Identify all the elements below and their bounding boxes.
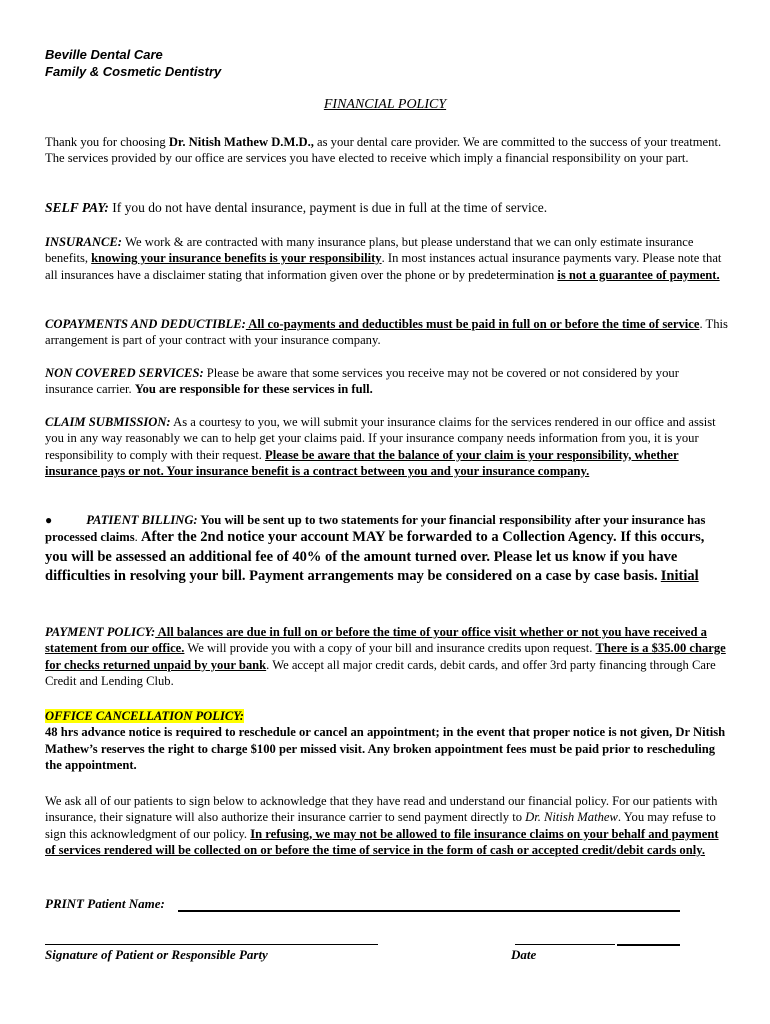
intro-text: Thank you for choosing xyxy=(45,135,169,149)
non-covered-text: Please be aware that some services you receive may not be covered or not considered by your insurance carrier. xyxy=(45,366,679,397)
payment-section xyxy=(45,624,730,689)
refusal-notice: In refusing, we may not be allowed to file insurance claims on your behalf and payment of services rendered will be collected on or before the time of service in the form of cash or accepted credit/debit cards only. xyxy=(45,826,719,857)
intro-text-cont: as your dental care provider. We are committed to the success of your treatment. The services provided by our office are services you have elected to receive which imply a financial responsibility on your part. xyxy=(45,135,722,166)
practice-tagline: Family & Cosmetic Dentistry xyxy=(45,64,222,79)
practice-name: Beville Dental Care xyxy=(45,47,163,62)
copayments-heading: COPAYMENTS AND DEDUCTIBLE: xyxy=(45,317,246,331)
billing-heading: PATIENT BILLING: xyxy=(86,513,198,527)
insurance-emphasis: knowing your insurance benefits is your responsibility xyxy=(91,251,382,266)
insurance-text-cont: . In most instances actual insurance payments vary. Please note that all insurances have a disclaimer stating that information given over the phone or by predetermination xyxy=(45,251,722,282)
bullet-icon: ● xyxy=(45,513,53,527)
claim-text: As a courtesy to you, we will submit your insurance claims for the services rendered in our office and assist you in any way reasonably we can to help get your claims paid. If your insurance company needs information from you, it is your responsibility to comply with their request. xyxy=(45,415,716,462)
doctor-name: Dr. Nitish Mathew D.M.D., xyxy=(168,135,314,149)
acknowledge-section xyxy=(45,793,730,858)
self-pay-heading: SELF PAY: xyxy=(45,200,109,215)
returned-check-fee: There is a $35.00 charge for checks returned unpaid by your bank xyxy=(45,641,726,672)
copayments-section xyxy=(45,316,730,349)
billing-collection-notice: After the 2nd notice your account MAY be forwarded to a Collection Agency. If this occurs, you will be assessed an additional fee of 40% of the amount turned over. Please let us know if you have difficulties in resolving your bill. Payment arrangements may be considered on a case by case basis. xyxy=(45,529,705,585)
signature-label: Signature of Patient or Responsible Party xyxy=(45,947,268,962)
cancellation-section xyxy=(45,708,730,773)
insurance-heading: INSURANCE: xyxy=(45,235,126,249)
billing-text: You will be sent up to two statements for your financial responsibility after your insurance has processed claims xyxy=(45,513,706,545)
document-title: FINANCIAL POLICY xyxy=(323,97,447,112)
insurance-guarantee-note: is not a guarantee of payment. xyxy=(557,267,720,282)
non-covered-emphasis: You are responsible for these services in full. xyxy=(134,382,373,397)
acknowledge-text-cont: . You may refuse to sign this acknowledgment of our policy. xyxy=(45,810,716,841)
date-label: Date xyxy=(511,947,537,962)
self-pay-section xyxy=(45,200,730,216)
payment-text: We will provide you with a copy of your bill and insurance credits upon request. xyxy=(184,641,596,656)
copayments-text: . This arrangement is part of your contract with your insurance company. xyxy=(45,317,728,348)
signature-field[interactable] xyxy=(45,944,378,945)
cancellation-heading: OFFICE CANCELLATION POLICY: xyxy=(45,709,244,723)
payment-emphasis: All balances are due in full on or before the time of your office visit whether or not you have received a statement from our office. xyxy=(45,625,707,656)
non-covered-section xyxy=(45,365,730,398)
insurance-section xyxy=(45,234,730,283)
payment-heading: PAYMENT POLICY: xyxy=(45,625,156,639)
billing-separator: . xyxy=(134,530,141,545)
acknowledge-text: We ask all of our patients to sign below to acknowledge that they have read and understand our financial policy. For our patients with insurance, their signature will also authorize their insurance carrier to send payment directly to xyxy=(45,794,718,825)
copayments-emphasis: All co-payments and deductibles must be paid in full on or before the time of service xyxy=(245,317,700,331)
cancellation-text: 48 hrs advance notice is required to reschedule or cancel an appointment; in the event that proper notice is not given, Dr Nitish Mathew’s reserves the right to charge $100 per missed visit. Any broken appointment fees must be paid prior to rescheduling the appointment. xyxy=(45,725,726,772)
billing-section xyxy=(45,512,730,603)
non-covered-heading: NON COVERED SERVICES: xyxy=(45,366,204,380)
payment-text-cont: . We accept all major credit cards, debit cards, and offer 3rd party financing through Care Credit and Lending Club. xyxy=(45,657,716,688)
claim-heading: CLAIM SUBMISSION: xyxy=(45,415,171,429)
initial-label: Initial xyxy=(660,568,699,585)
print-name-field[interactable] xyxy=(178,910,680,912)
date-field-part1[interactable] xyxy=(515,944,615,945)
intro-paragraph xyxy=(45,134,730,167)
acknowledge-doctor: Dr. Nitish Mathew xyxy=(525,810,618,825)
date-field-part2[interactable] xyxy=(617,944,680,946)
claim-section xyxy=(45,414,730,479)
insurance-text: We work & are contracted with many insurance plans, but please understand that we can only estimate insurance benefits, xyxy=(45,235,694,266)
print-name-label: PRINT Patient Name: xyxy=(45,896,165,911)
claim-emphasis: Please be aware that the balance of your claim is your responsibility, whether insurance pays or not. Your insurance benefit is a contract between you and your insurance company. xyxy=(45,447,679,478)
self-pay-text: If you do not have dental insurance, payment is due in full at the time of service. xyxy=(108,200,548,215)
